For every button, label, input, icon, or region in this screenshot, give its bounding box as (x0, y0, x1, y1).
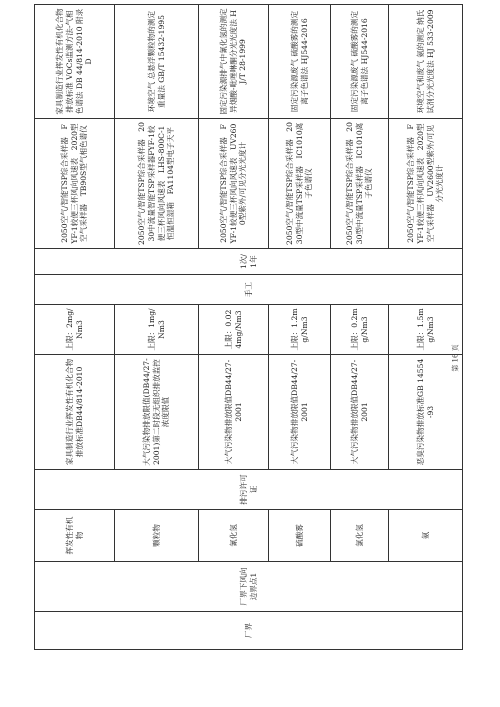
limit-cell: 上限：0.024mg/Nm3 (199, 305, 269, 355)
table-row (269, 5, 331, 650)
limit-cell: 上限：1mg/Nm3 (115, 305, 199, 355)
pollutant-cell: 硫酸雾 (269, 510, 331, 562)
monitoring-table-sheet (34, 5, 462, 650)
table-row (389, 5, 463, 650)
limit-cell: 上限：2mg/Nm3 (35, 305, 115, 355)
monitoring-mode-cell: 手工 (35, 275, 463, 305)
monitoring-plan-table (34, 4, 463, 650)
pollutant-cell: 氯化氢 (331, 510, 389, 562)
pollutant-cell: 氰化氢 (199, 510, 269, 562)
equipment-cell: 2050空气/智能TSP综合采样器 2030型中流量TSP采样器 IC1010离子色谱仪 (269, 119, 331, 249)
frequency-cell: 1次/1年 (35, 249, 463, 275)
method-cell: 家具制造行业挥发性有机化合物排放标准 VOCs监测方法-气相色谱法 DB 44/814-2010 附录D (35, 5, 115, 119)
equipment-cell: 2050空气/智能TSP综合采样器 FYF-1较便三杯风向风速表 2020型空气采样器 UV2600型紫外/可见分光光度计 (389, 119, 463, 249)
standard-cell: 大气污染物排放限值DB44/27-2001 (269, 355, 331, 470)
standard-cell: 大气污染物排放限值DB44/27-2001 (331, 355, 389, 470)
table-row (35, 5, 115, 650)
location-cell: 厂界 (35, 612, 463, 650)
monitoring-point-cell: 厂界下风向边界点1 (35, 562, 463, 612)
limit-cell: 上限：1.5mg/Nm3 (389, 305, 463, 355)
method-cell: 固定污染源排气中氰化氢的测定 异烟酸-吡唑啉酮分光光度法 HJ/T 28-1999 (199, 5, 269, 119)
equipment-cell: 2050空气/智能TSP综合采样器 FYF-1较便三杯风向风速表 UV2600型紫外/可见分光光度计 (199, 119, 269, 249)
standard-cell: 恶臭污染物排放标准GB 14554-93 (389, 355, 463, 470)
method-cell: 环境空气 总悬浮颗粒物的测定 重量法 GB/T 15432-1995 (115, 5, 199, 119)
limit-cell: 上限：1.2mg/Nm3 (269, 305, 331, 355)
equipment-cell: 2050空气/智能TSP综合采样器 2030型中流量TSP采样器 IC1010离子色谱仪 (331, 119, 389, 249)
control-basis-cell: 排污许可证 (35, 470, 463, 510)
limit-cell: 上限：0.2mg/Nm3 (331, 305, 389, 355)
pollutant-cell: 颗粒物 (115, 510, 199, 562)
standard-cell: 大气污染物排放限值DB44/27-2001 (199, 355, 269, 470)
table-row (115, 5, 199, 650)
table-row (199, 5, 269, 650)
method-cell: 环境空气和废气 氨的测定 纳氏试剂分光光度法 HJ 533-2009 (389, 5, 463, 119)
pollutant-cell: 挥发性有机物 (35, 510, 115, 562)
table-row (331, 5, 389, 650)
equipment-cell: 2050空气/智能TSP综合采样器 FYF-1较便三杯风向风速表 2020型空气采样器 TB90S型气相色谱仪 (35, 119, 115, 249)
method-cell: 固定污染源废气 硫酸雾的测定 离子色谱法 HJ544-2016 (269, 5, 331, 119)
equipment-cell: 2050空气/智能TSP综合采样器 2030中流量智能TSP采样器FYF-1较便三杯风向风速表 LHS-800C-1恒温恒湿箱 FA1104型电子天平 (115, 119, 199, 249)
method-cell: 固定污染源废气 硫酸雾的测定 离子色谱法 HJ544-2016 (331, 5, 389, 119)
standard-cell: 大气污染物排放限值(DB44/27-2001)第二时段无组织排放监控浓度限值 (115, 355, 199, 470)
page-number: 第 16 页 (451, 344, 460, 372)
standard-cell: 家具制造行业挥发性有机化合物排放标准DB44/814-2010 (35, 355, 115, 470)
pollutant-cell: 氨 (389, 510, 463, 562)
